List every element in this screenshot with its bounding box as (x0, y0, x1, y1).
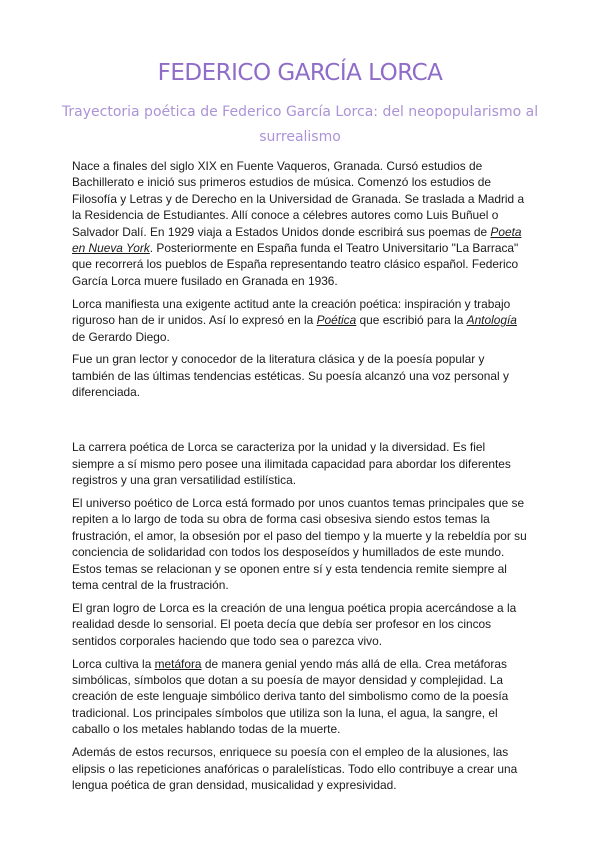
paragraph-text: Lorca cultiva la (72, 656, 155, 671)
section-gap (72, 407, 528, 439)
paragraph-language: El gran logro de Lorca es la creación de una lengua poética propia acercándose a la realidad desde lo sensorial. El poeta decía que debía ser profesor en los cincos sentidos corporales haciendo que todo sea o parezca vivo. (72, 600, 517, 648)
paragraph-career: La carrera poética de Lorca se caracteriza por la unidad y la diversidad. Es fiel siempre a sí mismo pero posee una ilimitada capacidad para abordar los diferentes registros y una gran versatilidad estilística. (72, 440, 511, 487)
paragraph-reader: Fue un gran lector y conocedor de la literatura clásica y de la poesía popular y también de las últimas tendencias estéticas. Su poesía alcanzó una voz personal y diferenciada. (72, 352, 509, 400)
paragraph-resources: Además de estos recursos, enriquece su poesía con el empleo de la alusiones, las elipsis o las repeticiones anafóricas o paralelísticas. Todo ello contribuye a crear una lengua poética de gran densidad, musicalidad y expresividad. (72, 745, 518, 792)
paragraph-text: de Gerardo Diego. (72, 329, 170, 344)
paragraph-text: que escribió para la (356, 313, 467, 328)
link-metafora[interactable]: metáfora (154, 656, 202, 671)
paragraph-attitude (72, 296, 528, 345)
document-title: FEDERICO GARCÍA LORCA (157, 60, 443, 86)
paragraph-text: de manera genial yendo más allá de ella. Crea metáforas simbólicas, símbolos que dotan a su poesía de mayor densidad y complejidad. La creación de este lenguaje simbólico deriva tanto del simbolismo como de la poesía tradicional. Los principales símbolos que utiliza son la luna, el agua, la sangre, el caballo o los metales hablando todas de la muerte. (72, 656, 509, 737)
paragraph-text: . Posteriormente en España funda el Teatro Universitario "La Barraca" que recorrerá los pueblos de España representando teatro clásico español. Federico García Lorca muere fusilado en Granada en 1936. (72, 241, 519, 288)
paragraph-metaphor (72, 656, 528, 738)
paragraph-biography (72, 158, 528, 289)
link-antologia[interactable]: Antología (466, 313, 517, 328)
paragraph-text: Nace a finales del siglo XIX en Fuente Vaqueros, Granada. Cursó estudios de Bachillerato e inició sus primeros estudios de música. Comenzó los estudios de Filosofía y Letras y de Derecho en la Universidad de Granada. Se traslada a Madrid a la Residencia de Estudiantes. Allí conoce a célebres autores como Luis Buñuel o Salvador Dalí. En 1929 viaja a Estados Unidos donde escribirá sus poemas de (72, 159, 525, 239)
paragraph-themes: El universo poético de Lorca está formado por unos cuantos temas principales que se repiten a lo largo de toda su obra de forma casi obsesiva siendo estos temas la frustración, el amor, la obsesión por el paso del tiempo y la muerte y la rebeldía por su conciencia de solidaridad con todos los desposeídos y humillados de este mundo. Estos temas se relacionan y se oponen entre sí y esta tendencia remite siempre al tema central de la frustración. (72, 495, 527, 592)
link-poetica[interactable]: Poética (316, 313, 357, 328)
link-poeta-en-nueva-york[interactable]: Poeta en Nueva York (72, 224, 522, 256)
document-subtitle: Trayectoria poética de Federico García Lorca: del neopopularismo al surrealismo (61, 104, 539, 145)
paragraph-text: Lorca manifiesta una exigente actitud ante la creación poética: inspiración y trabajo riguroso han de ir unidos. Así lo expresó en la (72, 296, 511, 328)
